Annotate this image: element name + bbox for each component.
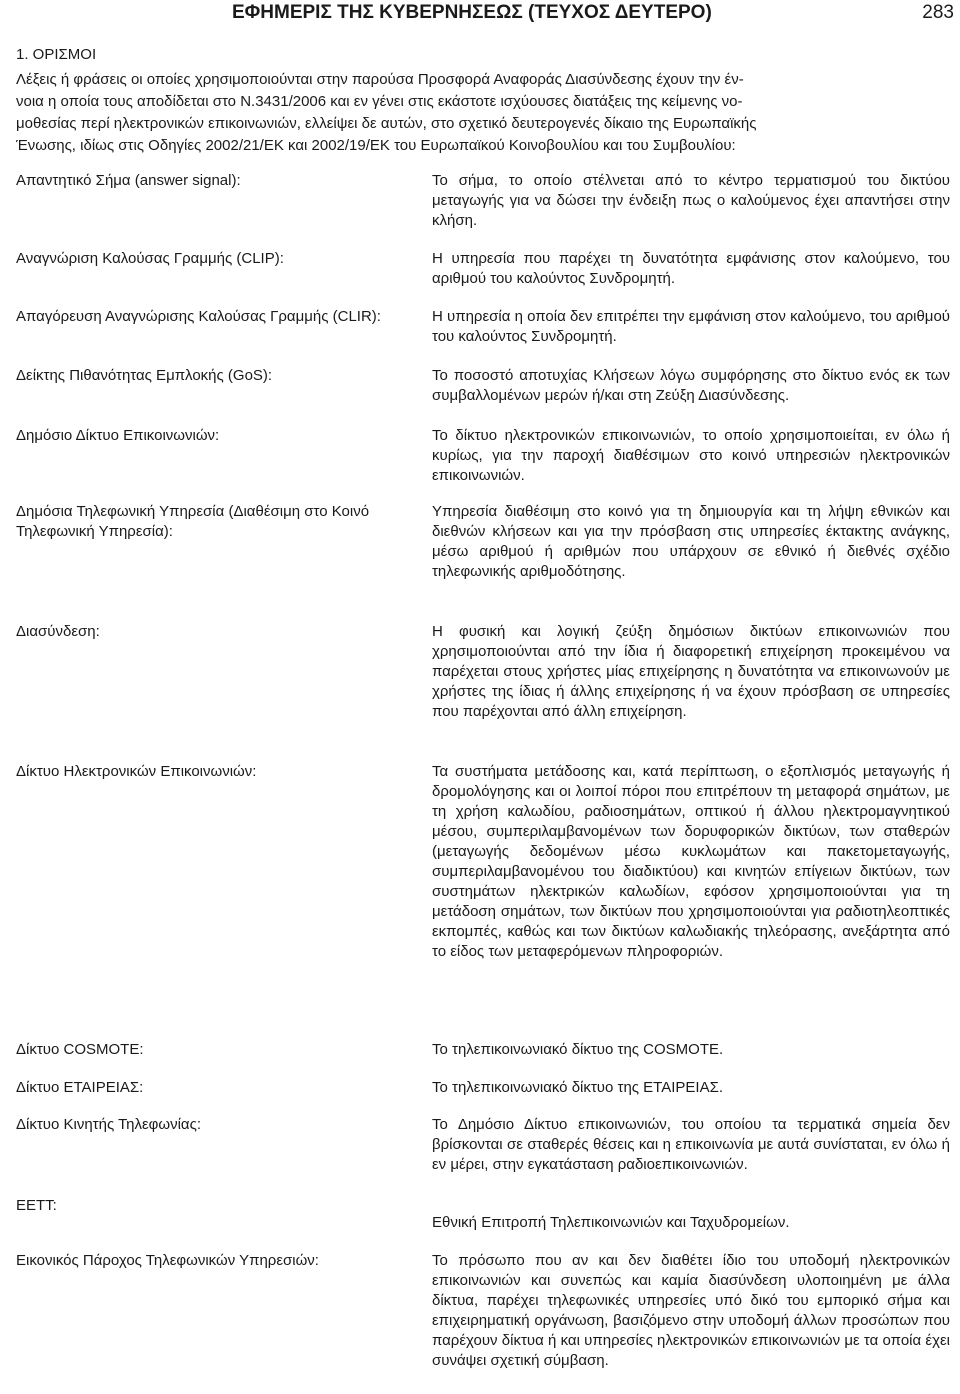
definition-term: Δημόσιο Δίκτυο Επικοινωνιών: (16, 427, 220, 444)
definition-description: Τα συστήματα μετάδοσης και, κατά περίπτωση, ο εξοπλισμός μεταγωγής ή δρομολόγησης και οι λοιποί πόροι που επιτρέπουν τη μεταφορά σημάτων, με τη χρήση καλωδίου, ραδιοσημάτων, οπτικού ή άλλου ηλεκτρομαγνητικού μέσου, συμπεριλαμβανομένων των δορυφορικών δικτύων, των σταθερών (μεταγωγής δεδομένων μέσω κυκλωμάτων και πακετομεταγωγής, συμπεριλαμβανομένου του διαδικτύου) και κινητών επίγειων δικτύων, των συστημάτων ηλεκτρικών καλωδίων, εφόσον χρησιμοποιούνται για τη μετάδοση σημάτων, των δικτύων που χρησιμοποιούνται για ραδιοτηλεοπτικές εκπομπές, καθώς και των δικτύων καλωδιακής τηλεόρασης, ανεξάρτητα από το είδος των μεταφερόμενων πληροφοριών. (432, 763, 950, 960)
definition-description: Το ποσοστό αποτυχίας Κλήσεων λόγω συμφόρησης στο δίκτυο ενός εκ των συμβαλλομένων μερών ή/και στη Ζεύξη Διασύνδεσης. (432, 367, 950, 404)
definition-term: ΕΕΤΤ: (16, 1197, 57, 1214)
page-header (0, 2, 960, 28)
definition-description: Το σήμα, το οποίο στέλνεται από το κέντρο τερματισμού του δικτύου μεταγωγής για να δώσει την ένδειξη πως ο καλούμενος έχει απαντήσει στην κλήση. (432, 172, 950, 229)
section-intro (16, 69, 952, 157)
gazette-title: ΕΦΗΜΕΡΙΣ ΤΗΣ ΚΥΒΕΡΝΗΣΕΩΣ (ΤΕΥΧΟΣ ΔΕΥΤΕΡΟ) (232, 2, 712, 23)
intro-line: Λέξεις ή φράσεις οι οποίες χρησιμοποιούνται στην παρούσα Προσφορά Αναφοράς Διασύνδεσης έχουν την έν- (16, 71, 744, 88)
definition-description: Υπηρεσία διαθέσιμη στο κοινό για τη δημιουργία και τη λήψη εθνικών και διεθνών κλήσεων και για την πρόσβαση στις υπηρεσίες έκτακτης ανάγκης, μέσω αριθμού ή αριθμών που υπάρχουν σε εθνικό ή διεθνές σχέδιο τηλεφωνικής αριθμοδότησης. (432, 503, 950, 580)
definition-description: Η φυσική και λογική ζεύξη δημόσιων δικτύων επικοινωνιών που χρησιμοποιούνται από την ίδια ή διαφορετική επιχείρηση προκειμένου να παρέχεται στους χρήστες μίας επιχείρησης η δυνατότητα να επικοινωνούν με χρήστες της ίδιας ή άλλης επιχείρησης ή να έχουν πρόσβαση σε υπηρεσίες που παρέχονται από άλλη επιχείρηση. (432, 623, 950, 720)
intro-line: νοια η οποία τους αποδίδεται στο Ν.3431/2006 και εν γένει στις εκάστοτε ισχύουσες διατάξεις της κείμενης νο- (16, 93, 743, 110)
definition-term: Δίκτυο Κινητής Τηλεφωνίας: (16, 1116, 201, 1133)
definition-term: Δίκτυο Ηλεκτρονικών Επικοινωνιών: (16, 763, 257, 780)
definition-term: Απαγόρευση Αναγνώρισης Καλούσας Γραμμής (CLIR): (16, 308, 381, 325)
definition-description: Το πρόσωπο που αν και δεν διαθέτει ίδιο του υποδομή ηλεκτρονικών επικοινωνιών και συνεπώς και καμία διασύνδεση υλοποιημένη με άλλα δίκτυα, παρέχει τηλεφωνικές υπηρεσίες υπό δικό του εμπορικό σήμα και επιχειρηματική οργάνωση, βασιζόμενο στην υποδομή άλλων προσώπων που παρέχουν δίκτυα ή και υπηρεσίες ηλεκτρονικών επικοινωνιών με τα οποία έχει συνάψει σχετική σύμβαση. (432, 1252, 950, 1369)
section-heading: 1. ΟΡΙΣΜΟΙ (16, 46, 97, 63)
definition-description: Το δίκτυο ηλεκτρονικών επικοινωνιών, το οποίο χρησιμοποιείται, εν όλω ή κυρίως, για την παροχή διαθέσιμων στο κοινό υπηρεσιών ηλεκτρονικών επικοινωνιών. (432, 427, 950, 484)
definition-description: Το τηλεπικοινωνιακό δίκτυο της COSMOTE. (432, 1041, 724, 1058)
definition-term: Δημόσια Τηλεφωνική Υπηρεσία (Διαθέσιμη στο Κοινό Τηλεφωνική Υπηρεσία): (16, 503, 370, 540)
intro-line: Ένωσης, ιδίως στις Οδηγίες 2002/21/ΕΚ και 2002/19/ΕΚ του Ευρωπαϊκού Κοινοβουλίου και του Συμβουλίου: (16, 137, 736, 154)
definition-term: Αναγνώριση Καλούσας Γραμμής (CLIP): (16, 250, 284, 267)
definition-description: Η υπηρεσία που παρέχει τη δυνατότητα εμφάνισης στον καλούμενο, του αριθμού του καλούντος Συνδρομητή. (432, 250, 950, 287)
definition-term: Απαντητικό Σήμα (answer signal): (16, 172, 241, 189)
definition-description: Το Δημόσιο Δίκτυο επικοινωνιών, του οποίου τα τερματικά σημεία δεν βρίσκονται σε σταθερές θέσεις και η επικοινωνία με αυτά συνίσταται, εν όλω ή εν μέρει, στην εγκατάσταση ραδιοεπικοινωνιών. (432, 1116, 950, 1173)
definition-term: Δείκτης Πιθανότητας Εμπλοκής (GoS): (16, 367, 273, 384)
definition-description: Το τηλεπικοινωνιακό δίκτυο της ΕΤΑΙΡΕΙΑΣ. (432, 1079, 724, 1096)
definition-term: Εικονικός Πάροχος Τηλεφωνικών Υπηρεσιών: (16, 1252, 319, 1269)
definition-description: Εθνική Επιτροπή Τηλεπικοινωνιών και Ταχυδρομείων. (432, 1214, 790, 1231)
definition-term: Δίκτυο ΕΤΑΙΡΕΙΑΣ: (16, 1079, 144, 1096)
definition-term: Δίκτυο COSMOTE: (16, 1041, 144, 1058)
definition-description: Η υπηρεσία η οποία δεν επιτρέπει την εμφάνιση στον καλούμενο, του αριθμού του καλούντος Συνδρομητή. (432, 308, 950, 345)
intro-line: μοθεσίας περί ηλεκτρονικών επικοινωνιών, ελλείψει δε αυτών, στο σχετικό δευτερογενές δίκαιο της Ευρωπαϊκής (16, 115, 757, 132)
page-number: 283 (922, 2, 954, 23)
definition-term: Διασύνδεση: (16, 623, 100, 640)
